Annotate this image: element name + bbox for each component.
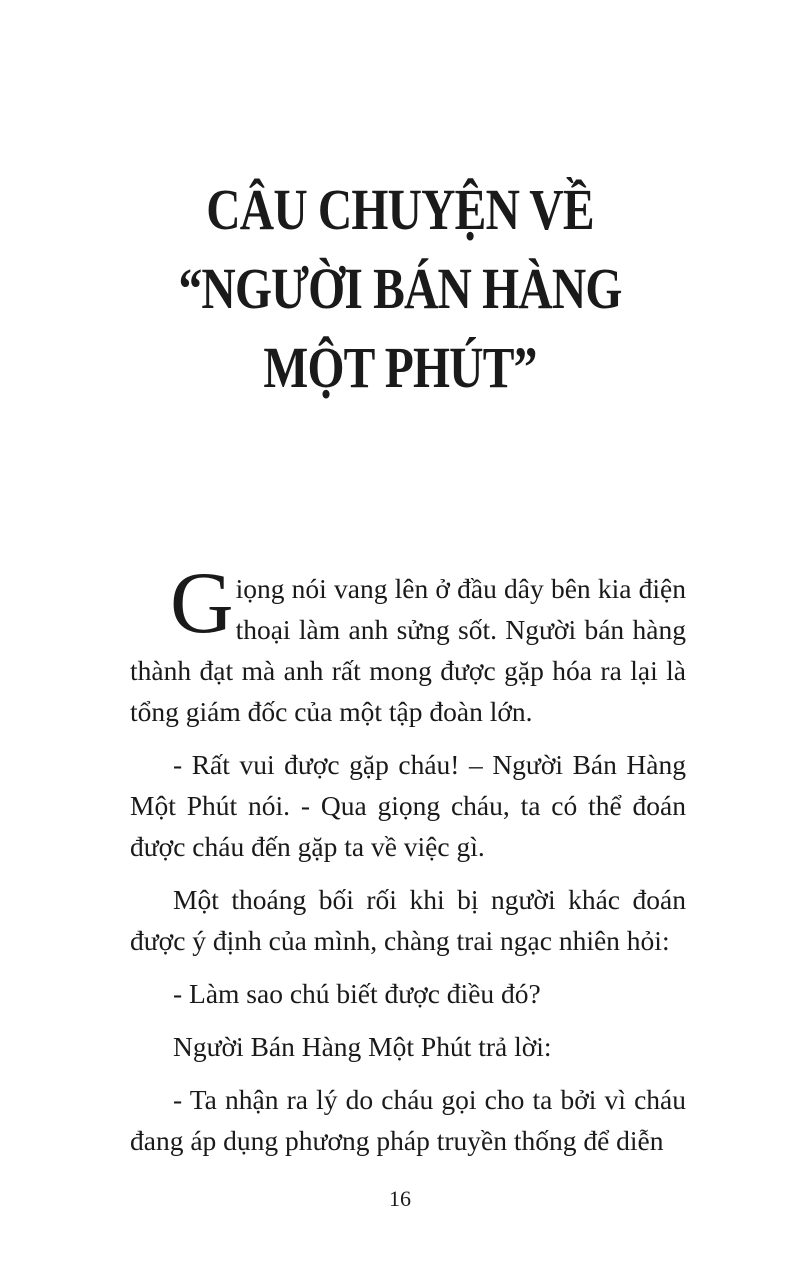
drop-cap: G bbox=[170, 555, 234, 652]
paragraph-narration-reply: Người Bán Hàng Một Phút trả lời: bbox=[173, 1031, 552, 1062]
paragraph-dialogue-greeting: - Rất vui được gặp cháu! – Người Bán Hàng Một Phút nói. - Qua giọng cháu, ta có thể đoán được cháu đến gặp ta về việc gì. bbox=[130, 749, 686, 862]
chapter-title-line-1: CÂU CHUYỆN VỀ bbox=[206, 177, 594, 242]
chapter-title bbox=[72, 170, 728, 407]
opening-paragraph bbox=[130, 555, 686, 732]
paragraph-narration-surprise: Một thoáng bối rối khi bị người khác đoán được ý định của mình, chàng trai ngạc nhiên hỏi: bbox=[130, 884, 686, 956]
chapter-title-line-2: “NGƯỜI BÁN HÀNG bbox=[178, 256, 622, 321]
body-text bbox=[130, 555, 686, 1173]
paragraph-dialogue-answer: - Ta nhận ra lý do cháu gọi cho ta bởi vì cháu đang áp dụng phương pháp truyền thống để diễn bbox=[130, 1084, 686, 1156]
paragraph-dialogue-question: - Làm sao chú biết được điều đó? bbox=[173, 978, 541, 1009]
opening-paragraph-text: iọng nói vang lên ở đầu dây bên kia điện thoại làm anh sửng sốt. Người bán hàng thành đạt mà anh rất mong được gặp hóa ra lại là tổng giám đốc của một tập đoàn lớn. bbox=[130, 573, 686, 727]
page-number: 16 bbox=[389, 1186, 411, 1211]
chapter-title-line-3: MỘT PHÚT” bbox=[263, 335, 537, 400]
